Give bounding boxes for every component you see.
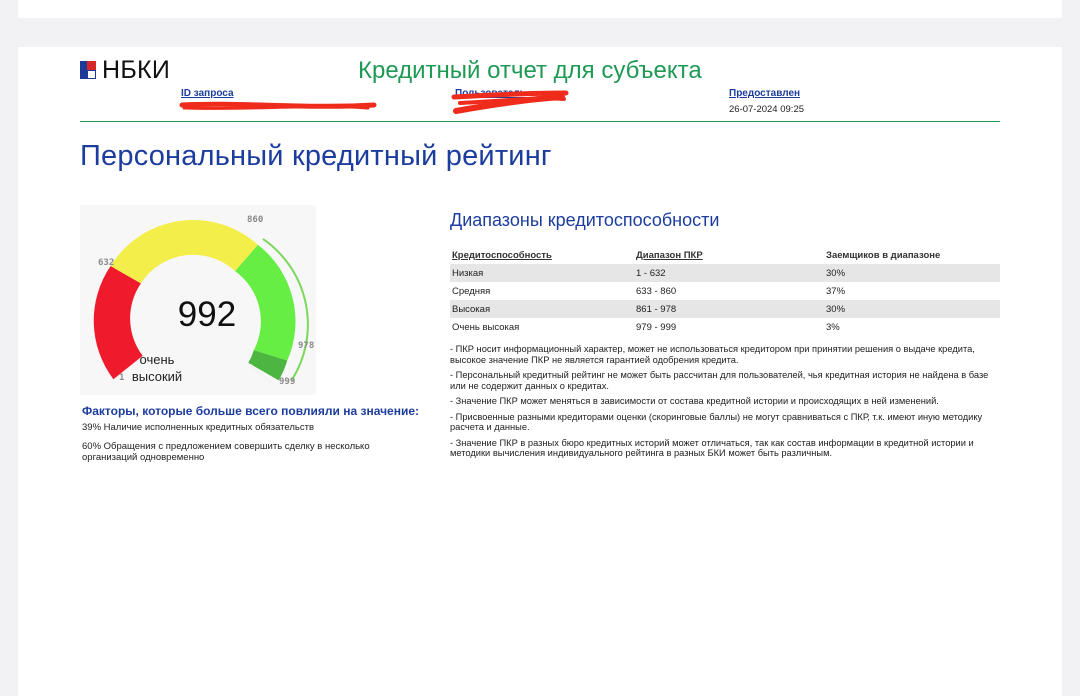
logo-text: НБКИ — [102, 55, 171, 84]
table-row — [450, 282, 1000, 300]
note-item: - ПКР носит информационный характер, может не использоваться кредитором при принятии решения о выдаче кредита, высокое значение ПКР не является гарантией одобрения кредита. — [450, 344, 975, 365]
redaction-scribble — [450, 89, 570, 119]
ranges-table — [450, 246, 1000, 336]
header-divider — [80, 121, 1000, 122]
section-title: Персональный кредитный рейтинг — [80, 140, 552, 172]
report-page — [18, 47, 1062, 696]
table-cell: Средняя — [452, 285, 491, 297]
previous-page-edge — [18, 0, 1062, 18]
table-header-row — [450, 246, 1000, 264]
table-cell: Очень высокая — [452, 321, 520, 333]
gauge-tick-label: 632 — [98, 258, 115, 268]
disclaimer-notes — [450, 344, 1002, 464]
credit-score-level — [107, 351, 207, 385]
note-item: - Присвоенные разными кредиторами оценки (скоринговые баллы) не могут сравниваться с ПКР, т.к. имеют иную методику расчета и данные. — [450, 411, 983, 432]
column-header: Диапазон ПКР — [636, 249, 703, 261]
nbki-logo — [80, 55, 171, 84]
note-item: - Персональный кредитный рейтинг не может быть рассчитан для пользователей, чья кредитная история не найдена в базе или не содержит данных о кредитах. — [450, 370, 989, 391]
table-cell: Высокая — [450, 300, 634, 318]
table-cell: 633 - 860 — [636, 285, 677, 297]
note-item: - Значение ПКР в разных бюро кредитных историй может отличаться, так как состав информации в кредитной истории и методики вычисления индивидуального рейтинга в разных БКИ может быть различным. — [450, 437, 974, 458]
gauge-segment-medium — [111, 220, 258, 283]
table-cell: 861 - 978 — [634, 300, 824, 318]
ranges-title: Диапазоны кредитоспособности — [450, 210, 720, 230]
gauge-tick-label: 1 — [119, 373, 125, 383]
nbki-logo-icon — [80, 61, 96, 79]
user-label: Пользователь — [455, 88, 526, 99]
request-id-label: ID запроса — [181, 88, 234, 99]
table-cell: 3% — [826, 321, 840, 333]
gauge-tick-label: 978 — [298, 341, 315, 351]
table-row — [450, 264, 1000, 282]
table-cell: 30% — [824, 300, 1000, 318]
table-row — [450, 300, 1000, 318]
factor-item: 39% Наличие исполненных кредитных обязательств — [82, 422, 315, 433]
factor-item: 60% Обращения с предложением совершить сделку в несколько организаций одновременно — [82, 441, 370, 463]
provided-date: 26-07-2024 09:25 — [729, 104, 805, 115]
column-header: Заемщиков в диапазоне — [826, 249, 941, 261]
table-cell: 30% — [824, 264, 1000, 282]
table-cell: 37% — [826, 285, 846, 297]
table-row — [450, 318, 1000, 336]
score-level-line: высокий — [131, 369, 183, 384]
table-cell: Низкая — [450, 264, 634, 282]
note-item: - Значение ПКР может меняться в зависимости от состава кредитной истории и происходящих в ней изменений. — [450, 396, 939, 406]
credit-score-value: 992 — [177, 295, 237, 334]
score-level-line: очень — [139, 352, 175, 367]
provided-label: Предоставлен — [729, 88, 801, 99]
column-header: Кредитоспособность — [452, 249, 552, 261]
report-title: Кредитный отчет для субъекта — [358, 57, 702, 84]
table-cell: 979 - 999 — [636, 321, 677, 333]
table-cell: 1 - 632 — [634, 264, 824, 282]
redaction-scribble — [178, 99, 378, 113]
factors-title: Факторы, которые больше всего повлияли на значение: — [82, 404, 420, 418]
gauge-tick-label: 999 — [279, 377, 296, 387]
gauge-tick-label: 860 — [247, 215, 264, 225]
